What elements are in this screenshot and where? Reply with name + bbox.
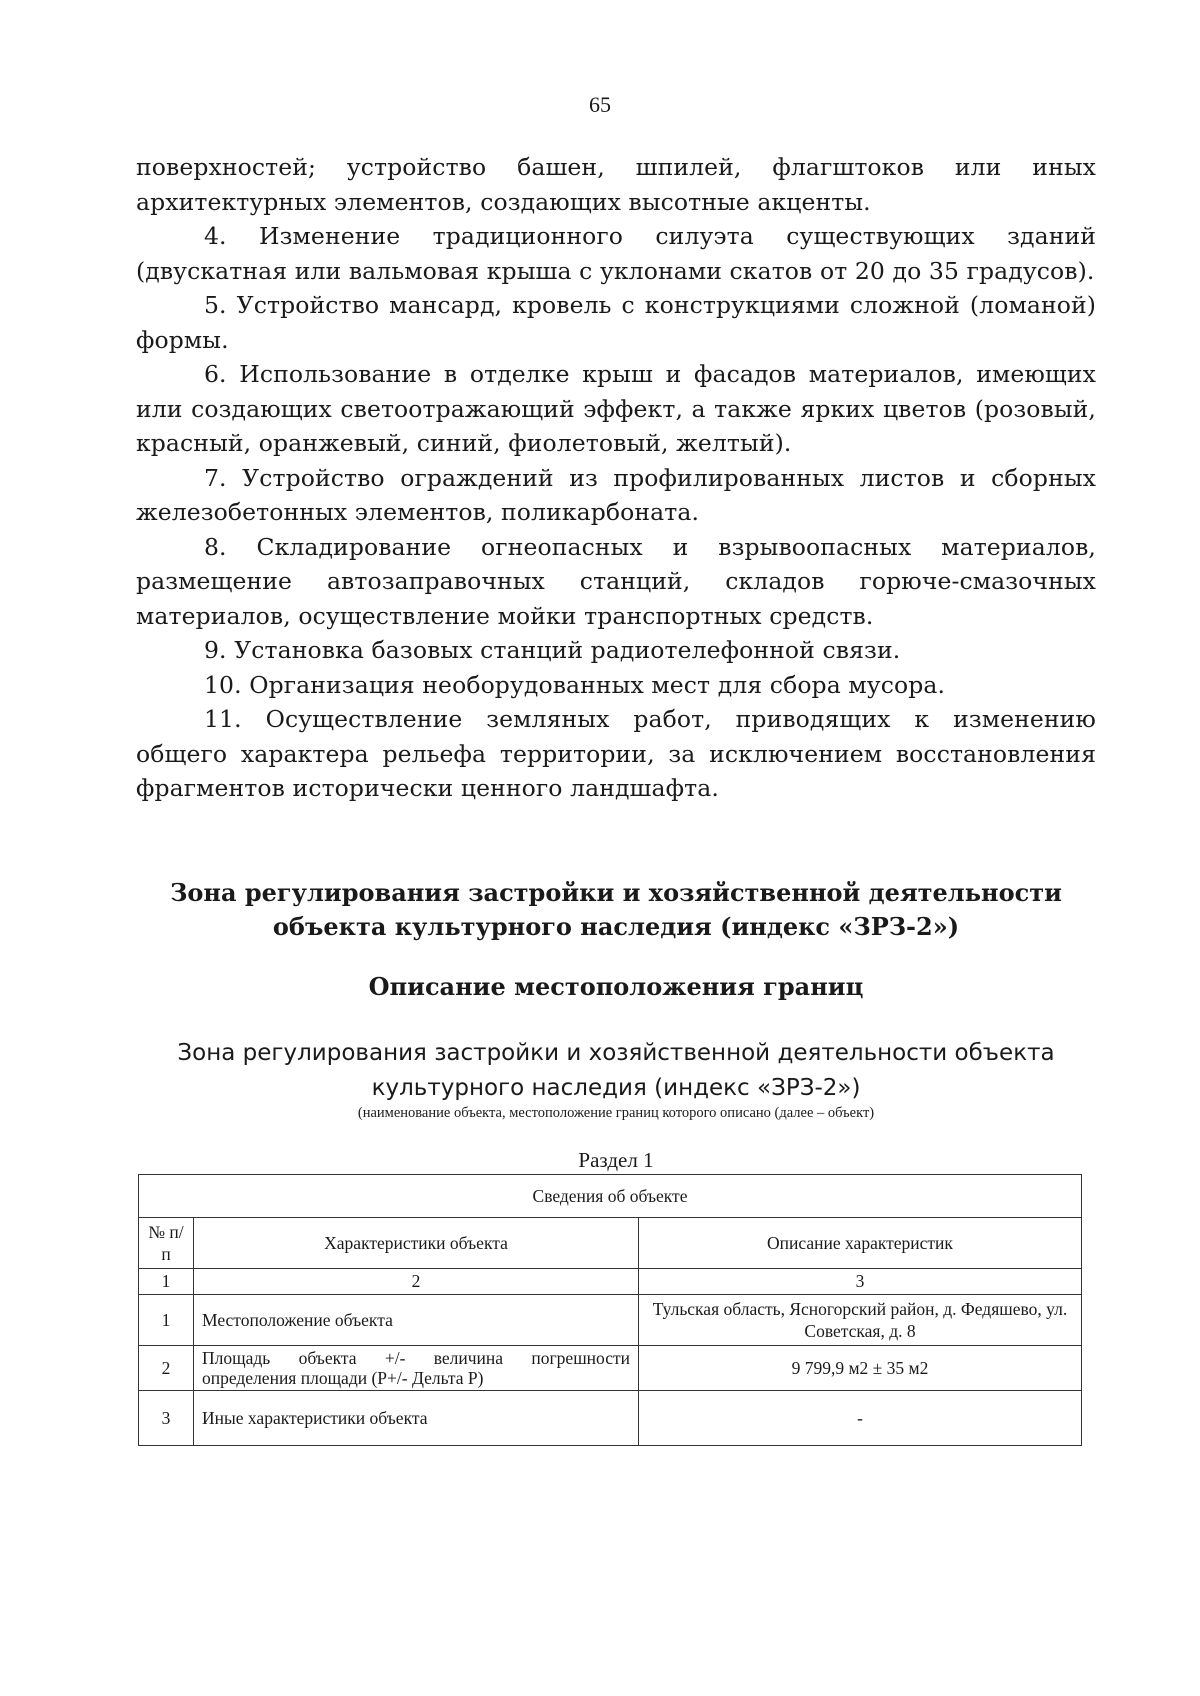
paragraph-item-9: 9. Установка базовых станций радиотелефонной связи. [204, 636, 901, 664]
paragraph-item-4: 4. Изменение традиционного силуэта существующих зданий (двускатная или вальмовая крыша с уклонами скатов от 20 до 35 градусов). [136, 222, 1096, 285]
restrictions-list [136, 150, 1096, 806]
column-number-1: 1 [139, 1269, 194, 1295]
row-characteristic: Местоположение объекта [194, 1295, 639, 1346]
description-heading: Описание местоположения границ [368, 972, 864, 1001]
table-row [139, 1295, 1082, 1346]
table-row [139, 1391, 1082, 1446]
table-column-numbers-row [139, 1269, 1082, 1295]
section-title: Раздел 1 [578, 1148, 654, 1172]
paragraph-item-11: 11. Осуществление земляных работ, приводящих к изменению общего характера рельефа территории, за исключением восстановления фрагментов исторически ценного ландшафта. [136, 705, 1096, 802]
column-number-2: 2 [194, 1269, 639, 1295]
row-number: 3 [139, 1391, 194, 1446]
column-number-3: 3 [639, 1269, 1082, 1295]
paragraph-item-6: 6. Использование в отделке крыш и фасадов материалов, имеющих или создающих светоотражающий эффект, а также ярких цветов (розовый, красный, оранжевый, синий, фиолетовый, желтый). [136, 360, 1096, 457]
header-description: Описание характеристик [639, 1218, 1082, 1269]
object-caption: (наименование объекта, местоположение границ которого описано (далее – объект) [357, 1105, 875, 1121]
object-info-table [138, 1174, 1082, 1446]
paragraph-item-10: 10. Организация необорудованных мест для сбора мусора. [204, 670, 946, 699]
table-header-row [139, 1218, 1082, 1269]
paragraph-item-5: 5. Устройство мансард, кровель с конструкциями сложной (ломаной) формы. [136, 291, 1096, 354]
row-number: 1 [139, 1295, 194, 1346]
page-number: 65 [589, 92, 611, 117]
table-title: Сведения об объекте [139, 1175, 1082, 1218]
header-number: № п/п [139, 1218, 194, 1269]
row-characteristic: Площадь объекта +/- величина погрешности определения площади (Р+/- Дельта Р) [194, 1346, 639, 1391]
row-description: 9 799,9 м2 ± 35 м2 [639, 1346, 1082, 1391]
row-number: 2 [139, 1346, 194, 1391]
row-description: - [639, 1391, 1082, 1446]
table-row [139, 1346, 1082, 1391]
row-description: Тульская область, Ясногорский район, д. Федяшево, ул. Советская, д. 8 [639, 1295, 1082, 1346]
header-characteristic: Характеристики объекта [194, 1218, 639, 1269]
zone-heading: Зона регулирования застройки и хозяйственной деятельности объекта культурного наследия (индекс «ЗРЗ-2») [170, 878, 1062, 941]
row-characteristic: Иные характеристики объекта [194, 1391, 639, 1446]
table-title-row [139, 1175, 1082, 1218]
object-name: Зона регулирования застройки и хозяйственной деятельности объекта культурного наследия (индекс «ЗРЗ-2») [177, 1040, 1055, 1101]
paragraph-item-8: 8. Складирование огнеопасных и взрывоопасных материалов, размещение автозаправочных станций, складов горюче-смазочных материалов, осуществление мойки транспортных средств. [136, 532, 1096, 630]
paragraph-item-7: 7. Устройство ограждений из профилированных листов и сборных железобетонных элементов, поликарбоната. [136, 463, 1096, 526]
paragraph-continuation: поверхностей; устройство башен, шпилей, флагштоков или иных архитектурных элементов, создающих высотные акценты. [136, 153, 1096, 216]
